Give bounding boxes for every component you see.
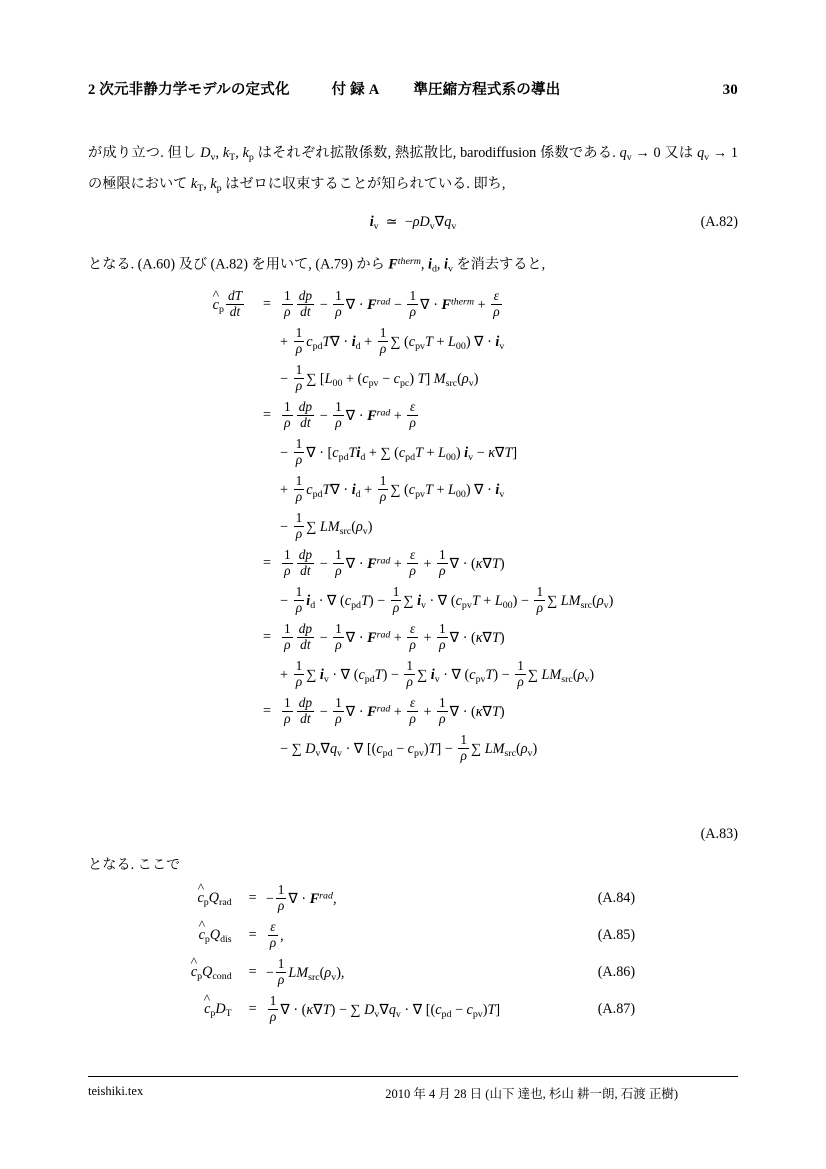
- equation-a83: c $\^{}_p$ $\frac{dT}{dt}$ = $\frac{1}{\rho}$ $\frac{dp}{dt}$ − $\frac{1}{\rho}$ ∇ · $F^{rad}$ − $\frac{1}{\rho}$ ∇ · $F^{therm}$ + $\frac{\varepsilon}{\rho}$ + $\frac{1}{\rho}$ $c_{pd}T\nabla \cdot i_d$ + $\frac{1}{\rho}$ ∑ $(c_{pv}T + L_{00})$ ∇ · $i_v$ − $\frac{1}{\rho}$ ∑ [$L_{00} + (c_{pv} - c_{pc})$ T] $M_{src}(\rho_v)$ = $\frac{1}{\rho}$ $\frac{dp}{dt}$ − $\frac{1}{\rho}$ ∇ · $F^{rad}$ + $\frac{\varepsilon}{\rho}$ − $\frac{1}{\rho}$ ∇ · [$c_{pd}Ti_d$ + ∑ $(c_{pd}T + L_{00}) i_v - \kappa\nabla T$] + $\frac{1}{\rho}$ $c_{pd}T\nabla \cdot i_d$ + $\frac{1}{\rho}$ ∑ $(c_{pv}T + L_{00})$ ∇ · $i_v$ − $\frac{1}{\rho}$ ∑ $LM_{src}(\rho_v)$ = $\frac{1}{\rho}$ $\frac{dp}{dt}$ − $\frac{1}{\rho}$ ∇ · $F^{rad}$ + $\frac{\varepsilon}{\rho}$ + $\frac{1}{\rho}$ ∇ · (κ∇T) − $\frac{1}{\rho}$ $i_d$ · ∇ $(c_{pd}T)$ − $\frac{1}{\rho}$ ∑ $i_v$ · ∇ $(c_{pv}T + L_{00})$ − $\frac{1}{\rho}$ ∑ $LM_{src}(\rho_v)$ = $\frac{1}{\rho}$ $\frac{dp}{dt}$ − $\frac{1}{\rho}$ ∇ · $F^{rad}$ + $\frac{\varepsilon}{\rho}$ + $\frac{1}{\rho}$ ∇ · (κ∇T) + $\frac{1}{\rho}$ ∑ $i_v$ · ∇ $(c_{pd}T)$ − $\frac{1}{\rho}$ ∑ $i_v$ · ∇ $(c_{pv}T)$ − $\frac{1}{\rho}$ ∑ $LM_{src}(\rho_v)$ = $\frac{1}{\rho}$ $\frac{dp}{dt}$ − $\frac{1}{\rho}$ ∇ · $F^{rad}$ + $\frac{\varepsilon}{\rho}$ + $\frac{1}{\rho}$ ∇ · (κ∇T) − ∑ $D_v\nabla q_v$ · ∇ $[(c_{pd} - c_{pv})T]$ − $\frac{1}{\rho}$ ∑ $LM_{src}(\rho_v)$: [88, 286, 738, 767]
- header-section: 2 次元非静力学モデルの定式化: [88, 82, 290, 98]
- header-appendix-title: 準圧縮方程式系の導出: [413, 82, 561, 98]
- footer-spacer: [678, 1084, 738, 1102]
- equation-a85: c $\^{}_pQ_{dis}$ = $\frac{\varepsilon}{\rho}$ , (A.85): [191, 917, 635, 954]
- paragraph-intro: が成り立つ. 但し $D_v$, $k_T$, $k_p$ はそれぞれ拡散係数, 熱拡散比, barodiffusion 係数である. $q_v \to 0$ 又は $q_v \to 1$ の極限において $k_T$, $k_p$ はゼロに収束することが知られている. 即ち,: [88, 145, 739, 194]
- equation-tag-a86: (A.86): [597, 964, 636, 980]
- equation-tag-a84: (A.84): [597, 890, 636, 906]
- header-appendix: 付 録 A: [331, 82, 380, 98]
- paragraph-derivation: となる. (A.60) 及び (A.82) を用いて, (A.79) から $F^{therm}$, $i_d$, $i_v$ を消去すると,: [88, 256, 546, 275]
- paragraph-where: となる. ここで: [88, 857, 181, 873]
- running-header: [88, 78, 738, 99]
- equation-tag-a85: (A.85): [597, 927, 636, 943]
- equation-a82: $i_v$ ≃ $-\rho D_v\nabla q_v$ (A.82): [369, 214, 738, 232]
- footer-rule: [88, 1076, 738, 1077]
- page-footer: [88, 1084, 738, 1102]
- equation-tag-a83: (A.83): [700, 826, 738, 842]
- equation-a87: c $\^{}_pD_T$ = $\frac{1}{\rho}$ ∇ · (κ∇T) − ∑ $D_v\nabla q_v$ · ∇ $[(c_{pd} - c_{pv})T]$ (A.87): [191, 991, 635, 1028]
- equation-tag-a87: (A.87): [597, 1001, 636, 1017]
- page-number: 30: [722, 82, 738, 98]
- equation-a86: c $\^{}_pQ_{cond}$ = − $\frac{1}{\rho}$ $LM_{src}(\rho_v)$, (A.86): [191, 954, 635, 991]
- footer-date-authors: 2010 年 4 月 28 日 (山下 達也, 杉山 耕一朗, 石渡 正樹): [385, 1087, 678, 1101]
- equation-a84: c $\^{}_pQ_{rad}$ = − $\frac{1}{\rho}$ ∇ · $F^{rad}$, (A.84): [191, 880, 635, 917]
- equation-group-a84-a87: [88, 880, 738, 1028]
- footer-filename: teishiki.tex: [88, 1084, 144, 1098]
- equation-tag-a82: (A.82): [700, 214, 738, 230]
